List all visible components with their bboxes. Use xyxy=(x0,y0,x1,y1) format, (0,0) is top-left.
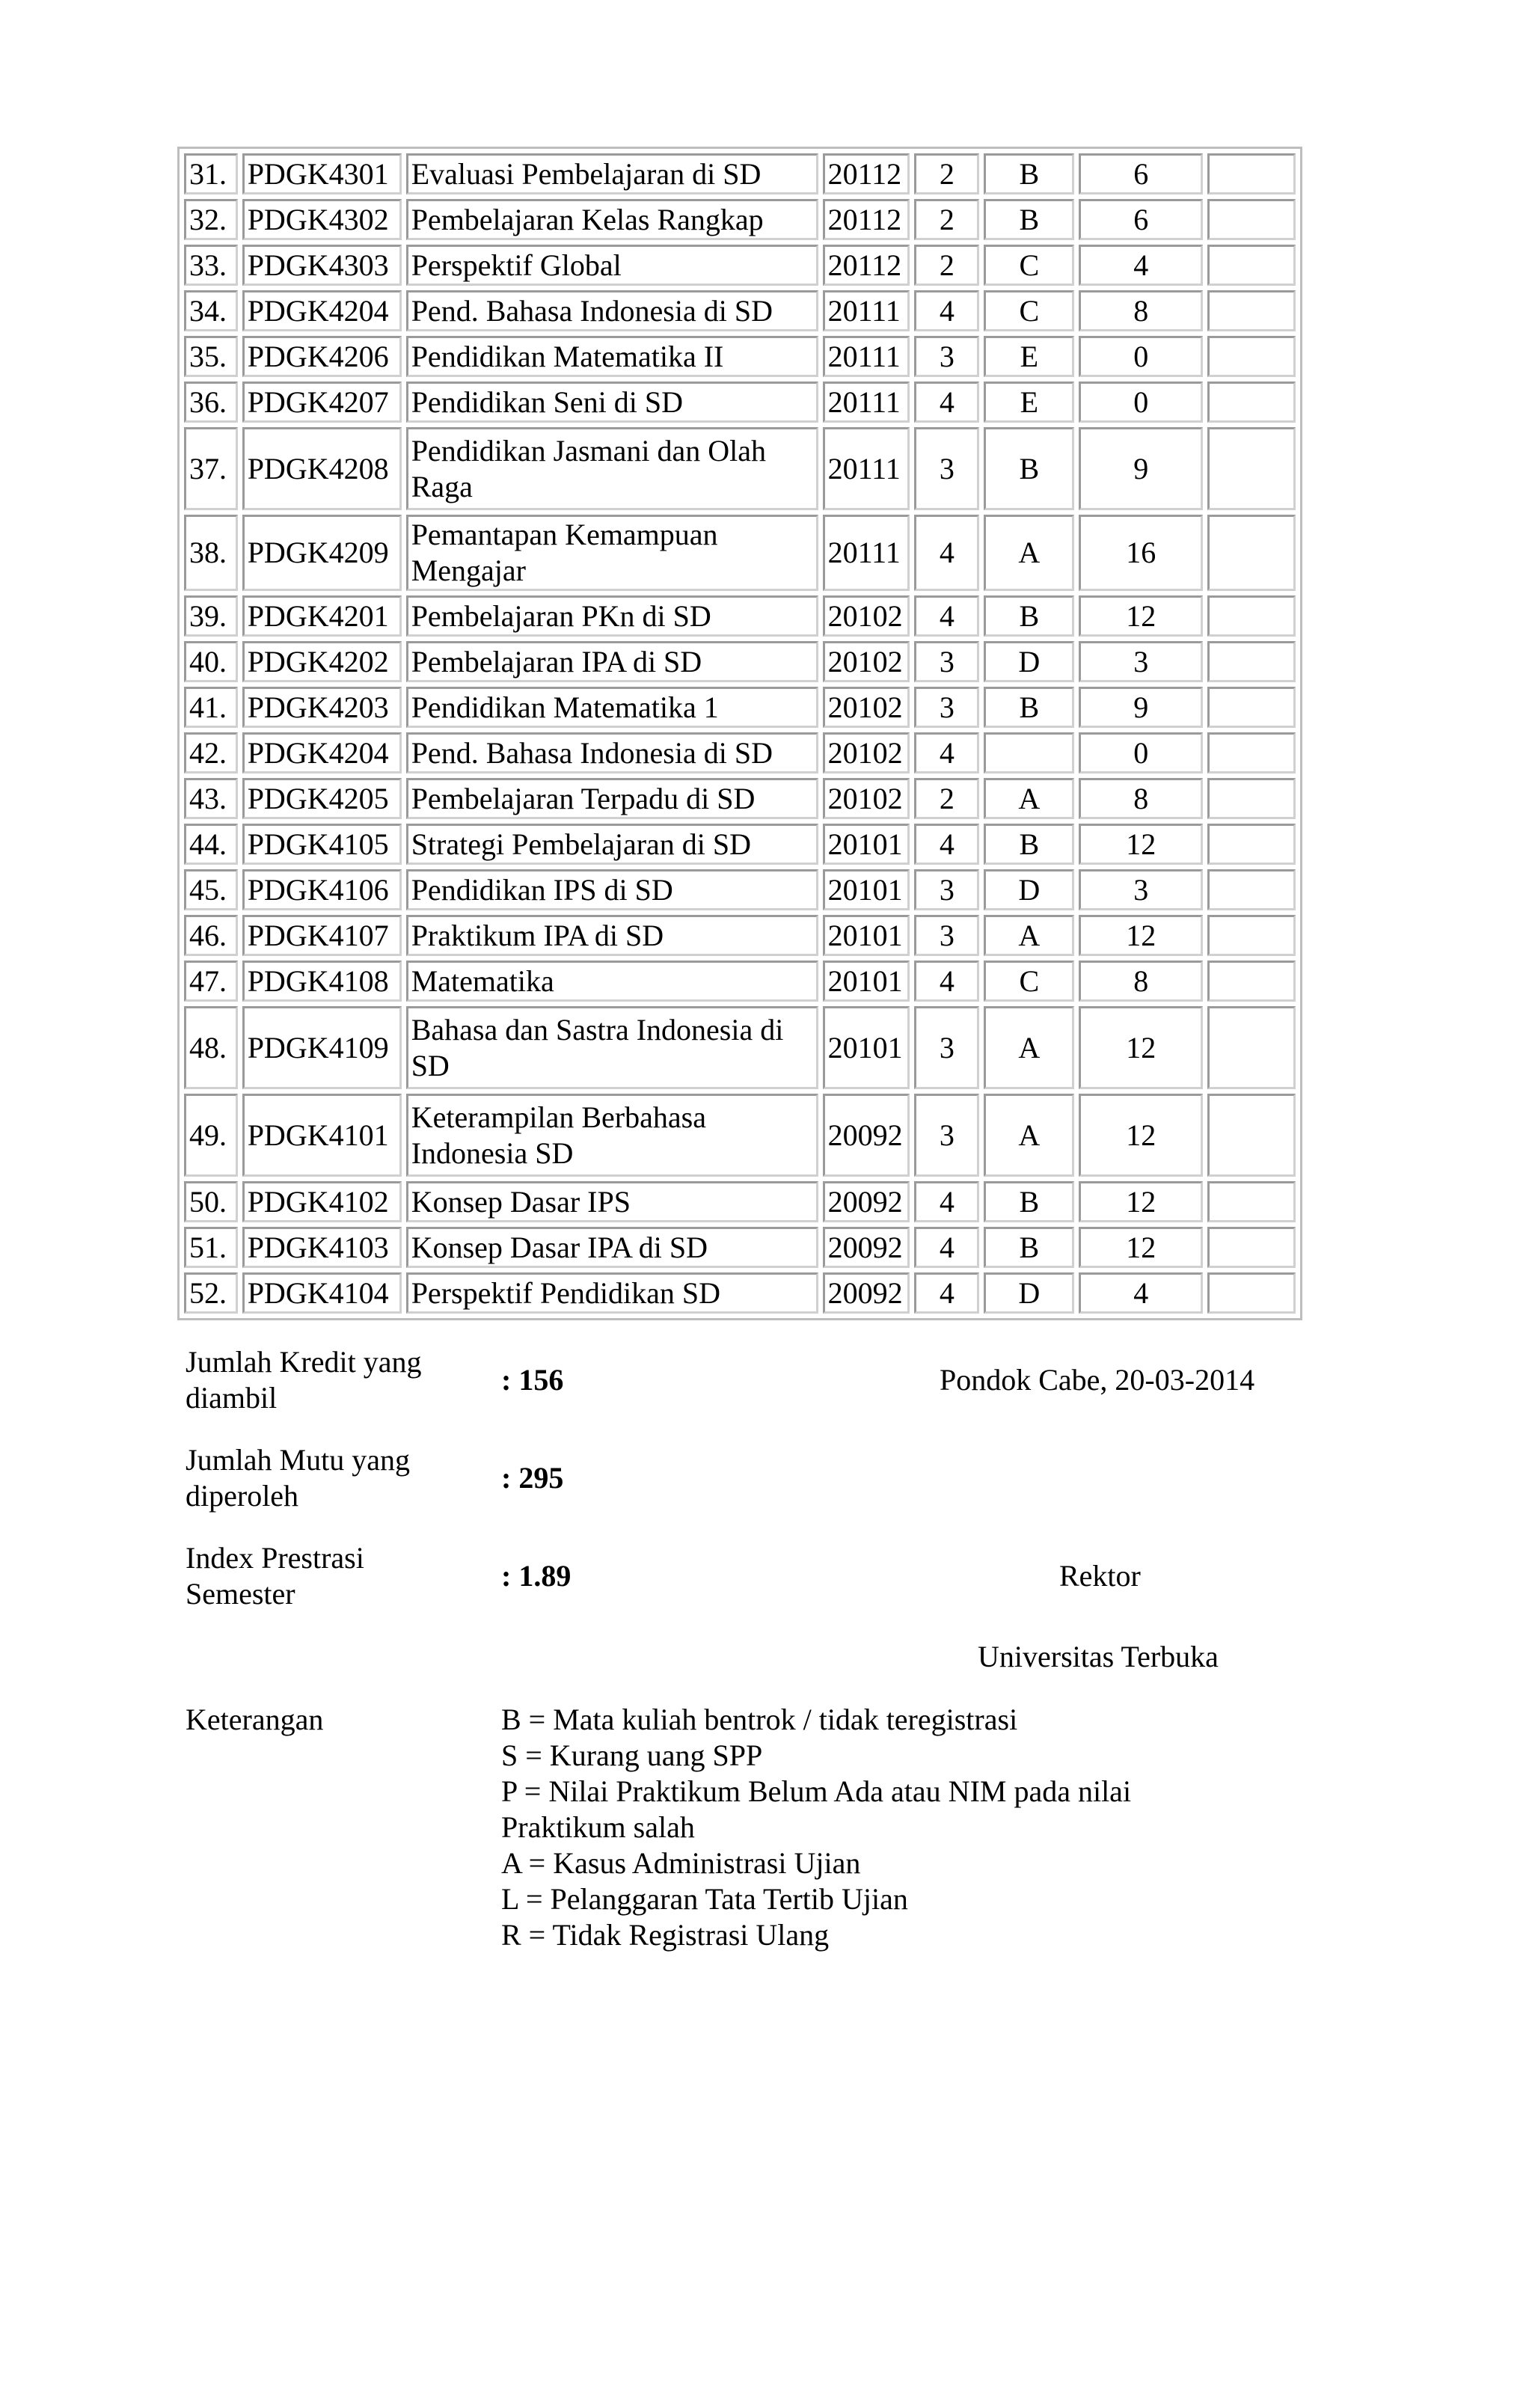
course-quality: 12 xyxy=(1079,1227,1203,1268)
row-number: 48. xyxy=(184,1006,238,1089)
course-credits: 3 xyxy=(914,1094,979,1177)
note-item: A = Kasus Administrasi Ujian xyxy=(501,1846,861,1880)
course-note xyxy=(1207,869,1296,910)
signature-title: Rektor xyxy=(1059,1559,1141,1593)
course-name: Praktikum IPA di SD xyxy=(406,915,818,956)
course-period: 20102 xyxy=(823,641,910,682)
course-quality: 12 xyxy=(1079,824,1203,865)
row-number: 50. xyxy=(184,1181,238,1222)
course-name: Perspektif Global xyxy=(406,245,818,286)
course-period: 20111 xyxy=(823,515,910,591)
table-row xyxy=(184,336,1296,377)
course-code: PDGK4109 xyxy=(242,1006,402,1089)
course-credits: 3 xyxy=(914,641,979,682)
course-period: 20092 xyxy=(823,1227,910,1268)
course-note xyxy=(1207,732,1296,773)
row-number: 51. xyxy=(184,1227,238,1268)
course-quality: 3 xyxy=(1079,641,1203,682)
course-name: Pembelajaran Kelas Rangkap xyxy=(406,199,818,240)
table-row xyxy=(184,245,1296,286)
course-grade: D xyxy=(984,869,1074,910)
course-grade: D xyxy=(984,641,1074,682)
quality-label: Jumlah Mutu yang diperoleh xyxy=(186,1443,410,1513)
table-row xyxy=(184,732,1296,773)
course-grade: B xyxy=(984,595,1074,637)
row-number: 40. xyxy=(184,641,238,682)
table-row xyxy=(184,641,1296,682)
course-note xyxy=(1207,336,1296,377)
table-row xyxy=(184,687,1296,728)
grade-table-body xyxy=(184,153,1296,1314)
course-note xyxy=(1207,915,1296,956)
quality-value: : 295 xyxy=(501,1461,564,1495)
row-number: 52. xyxy=(184,1272,238,1314)
table-row xyxy=(184,427,1296,510)
row-number: 43. xyxy=(184,778,238,819)
course-period: 20112 xyxy=(823,153,910,194)
course-credits: 2 xyxy=(914,199,979,240)
course-grade: B xyxy=(984,199,1074,240)
table-row xyxy=(184,915,1296,956)
course-period: 20102 xyxy=(823,687,910,728)
course-credits: 4 xyxy=(914,1181,979,1222)
course-credits: 4 xyxy=(914,732,979,773)
course-credits: 4 xyxy=(914,961,979,1002)
course-grade: B xyxy=(984,1181,1074,1222)
course-name: Konsep Dasar IPA di SD xyxy=(406,1227,818,1268)
course-name: Pemantapan Kemampuan Mengajar xyxy=(406,515,818,591)
course-period: 20102 xyxy=(823,732,910,773)
course-period: 20092 xyxy=(823,1181,910,1222)
course-code: PDGK4207 xyxy=(242,382,402,423)
course-code: PDGK4204 xyxy=(242,732,402,773)
course-code: PDGK4201 xyxy=(242,595,402,637)
course-quality: 4 xyxy=(1079,245,1203,286)
course-note xyxy=(1207,382,1296,423)
course-credits: 2 xyxy=(914,778,979,819)
table-row xyxy=(184,199,1296,240)
course-grade xyxy=(984,732,1074,773)
course-credits: 4 xyxy=(914,290,979,331)
course-period: 20111 xyxy=(823,382,910,423)
course-name: Bahasa dan Sastra Indonesia di SD xyxy=(406,1006,818,1089)
signature-institution: Universitas Terbuka xyxy=(978,1640,1219,1673)
course-credits: 3 xyxy=(914,336,979,377)
course-note xyxy=(1207,824,1296,865)
course-code: PDGK4205 xyxy=(242,778,402,819)
row-number: 47. xyxy=(184,961,238,1002)
course-quality: 12 xyxy=(1079,1094,1203,1177)
course-code: PDGK4106 xyxy=(242,869,402,910)
credits-value: : 156 xyxy=(501,1363,564,1397)
course-code: PDGK4202 xyxy=(242,641,402,682)
course-note xyxy=(1207,290,1296,331)
course-grade: B xyxy=(984,824,1074,865)
course-grade: E xyxy=(984,336,1074,377)
row-number: 37. xyxy=(184,427,238,510)
course-credits: 4 xyxy=(914,824,979,865)
course-note xyxy=(1207,1227,1296,1268)
course-quality: 12 xyxy=(1079,595,1203,637)
course-name: Pendidikan Matematika 1 xyxy=(406,687,818,728)
row-number: 42. xyxy=(184,732,238,773)
course-grade: D xyxy=(984,1272,1074,1314)
course-note xyxy=(1207,961,1296,1002)
course-grade: B xyxy=(984,687,1074,728)
course-name: Pendidikan Matematika II xyxy=(406,336,818,377)
course-grade: A xyxy=(984,778,1074,819)
row-number: 36. xyxy=(184,382,238,423)
course-quality: 0 xyxy=(1079,336,1203,377)
course-note xyxy=(1207,778,1296,819)
course-quality: 6 xyxy=(1079,199,1203,240)
course-credits: 4 xyxy=(914,515,979,591)
course-code: PDGK4206 xyxy=(242,336,402,377)
course-note xyxy=(1207,1094,1296,1177)
row-number: 31. xyxy=(184,153,238,194)
course-code: PDGK4107 xyxy=(242,915,402,956)
course-name: Evaluasi Pembelajaran di SD xyxy=(406,153,818,194)
table-row xyxy=(184,1227,1296,1268)
course-period: 20111 xyxy=(823,427,910,510)
course-note xyxy=(1207,199,1296,240)
course-period: 20111 xyxy=(823,290,910,331)
course-note xyxy=(1207,687,1296,728)
row-number: 32. xyxy=(184,199,238,240)
course-credits: 4 xyxy=(914,382,979,423)
course-quality: 16 xyxy=(1079,515,1203,591)
course-period: 20101 xyxy=(823,961,910,1002)
course-period: 20092 xyxy=(823,1094,910,1177)
row-number: 39. xyxy=(184,595,238,637)
table-row xyxy=(184,1181,1296,1222)
course-credits: 4 xyxy=(914,1227,979,1268)
course-credits: 4 xyxy=(914,1272,979,1314)
course-code: PDGK4204 xyxy=(242,290,402,331)
course-note xyxy=(1207,1006,1296,1089)
row-number: 34. xyxy=(184,290,238,331)
note-item: L = Pelanggaran Tata Tertib Ujian xyxy=(501,1882,908,1916)
gpa-label: Index Prestrasi Semester xyxy=(186,1541,364,1611)
table-row xyxy=(184,961,1296,1002)
course-name: Keterampilan Berbahasa Indonesia SD xyxy=(406,1094,818,1177)
course-name: Perspektif Pendidikan SD xyxy=(406,1272,818,1314)
course-period: 20101 xyxy=(823,1006,910,1089)
row-number: 44. xyxy=(184,824,238,865)
credits-label: Jumlah Kredit yang diambil xyxy=(186,1345,422,1415)
note-item: R = Tidak Registrasi Ulang xyxy=(501,1918,830,1952)
course-grade: B xyxy=(984,1227,1074,1268)
course-name: Pendidikan IPS di SD xyxy=(406,869,818,910)
course-quality: 12 xyxy=(1079,1006,1203,1089)
place-date: Pondok Cabe, 20-03-2014 xyxy=(940,1363,1255,1397)
table-row xyxy=(184,778,1296,819)
course-code: PDGK4203 xyxy=(242,687,402,728)
course-quality: 12 xyxy=(1079,915,1203,956)
course-quality: 8 xyxy=(1079,778,1203,819)
course-grade: B xyxy=(984,427,1074,510)
row-number: 49. xyxy=(184,1094,238,1177)
course-note xyxy=(1207,1272,1296,1314)
course-grade: E xyxy=(984,382,1074,423)
course-quality: 12 xyxy=(1079,1181,1203,1222)
course-credits: 3 xyxy=(914,1006,979,1089)
row-number: 33. xyxy=(184,245,238,286)
table-row xyxy=(184,382,1296,423)
course-note xyxy=(1207,515,1296,591)
course-note xyxy=(1207,1181,1296,1222)
course-period: 20112 xyxy=(823,245,910,286)
course-name: Pendidikan Seni di SD xyxy=(406,382,818,423)
course-quality: 4 xyxy=(1079,1272,1203,1314)
row-number: 45. xyxy=(184,869,238,910)
course-grade: C xyxy=(984,961,1074,1002)
course-quality: 6 xyxy=(1079,153,1203,194)
table-row xyxy=(184,824,1296,865)
course-credits: 2 xyxy=(914,245,979,286)
course-period: 20092 xyxy=(823,1272,910,1314)
course-name: Pendidikan Jasmani dan Olah Raga xyxy=(406,427,818,510)
course-period: 20101 xyxy=(823,869,910,910)
table-row xyxy=(184,515,1296,591)
table-row xyxy=(184,595,1296,637)
course-credits: 3 xyxy=(914,869,979,910)
course-credits: 3 xyxy=(914,687,979,728)
course-quality: 0 xyxy=(1079,732,1203,773)
course-name: Pend. Bahasa Indonesia di SD xyxy=(406,290,818,331)
notes-label: Keterangan xyxy=(186,1703,324,1736)
course-quality: 8 xyxy=(1079,961,1203,1002)
course-credits: 4 xyxy=(914,595,979,637)
course-period: 20101 xyxy=(823,824,910,865)
course-name: Matematika xyxy=(406,961,818,1002)
course-quality: 8 xyxy=(1079,290,1203,331)
grade-table xyxy=(177,147,1302,1320)
course-grade: A xyxy=(984,1094,1074,1177)
course-note xyxy=(1207,641,1296,682)
course-name: Strategi Pembelajaran di SD xyxy=(406,824,818,865)
course-name: Pembelajaran PKn di SD xyxy=(406,595,818,637)
table-row xyxy=(184,1006,1296,1089)
course-grade: A xyxy=(984,1006,1074,1089)
course-code: PDGK4209 xyxy=(242,515,402,591)
course-code: PDGK4208 xyxy=(242,427,402,510)
course-grade: B xyxy=(984,153,1074,194)
table-row xyxy=(184,153,1296,194)
course-quality: 0 xyxy=(1079,382,1203,423)
course-note xyxy=(1207,595,1296,637)
table-row xyxy=(184,290,1296,331)
course-credits: 3 xyxy=(914,915,979,956)
course-code: PDGK4105 xyxy=(242,824,402,865)
table-row xyxy=(184,1094,1296,1177)
course-code: PDGK4103 xyxy=(242,1227,402,1268)
table-row xyxy=(184,869,1296,910)
notes-list xyxy=(501,1702,1174,1953)
course-period: 20112 xyxy=(823,199,910,240)
course-grade: A xyxy=(984,915,1074,956)
course-name: Pembelajaran IPA di SD xyxy=(406,641,818,682)
course-grade: A xyxy=(984,515,1074,591)
course-code: PDGK4108 xyxy=(242,961,402,1002)
row-number: 38. xyxy=(184,515,238,591)
note-item: S = Kurang uang SPP xyxy=(501,1738,763,1772)
row-number: 35. xyxy=(184,336,238,377)
course-period: 20102 xyxy=(823,778,910,819)
course-code: PDGK4302 xyxy=(242,199,402,240)
course-note xyxy=(1207,245,1296,286)
note-item: B = Mata kuliah bentrok / tidak teregistrasi xyxy=(501,1703,1018,1736)
course-period: 20101 xyxy=(823,915,910,956)
row-number: 46. xyxy=(184,915,238,956)
course-note xyxy=(1207,153,1296,194)
course-code: PDGK4301 xyxy=(242,153,402,194)
course-quality: 3 xyxy=(1079,869,1203,910)
course-name: Konsep Dasar IPS xyxy=(406,1181,818,1222)
course-quality: 9 xyxy=(1079,427,1203,510)
course-code: PDGK4101 xyxy=(242,1094,402,1177)
row-number: 41. xyxy=(184,687,238,728)
course-name: Pembelajaran Terpadu di SD xyxy=(406,778,818,819)
course-period: 20102 xyxy=(823,595,910,637)
course-code: PDGK4104 xyxy=(242,1272,402,1314)
course-code: PDGK4303 xyxy=(242,245,402,286)
course-code: PDGK4102 xyxy=(242,1181,402,1222)
course-grade: C xyxy=(984,290,1074,331)
course-grade: C xyxy=(984,245,1074,286)
course-name: Pend. Bahasa Indonesia di SD xyxy=(406,732,818,773)
course-credits: 3 xyxy=(914,427,979,510)
gpa-value: : 1.89 xyxy=(501,1559,572,1593)
course-quality: 9 xyxy=(1079,687,1203,728)
course-period: 20111 xyxy=(823,336,910,377)
table-row xyxy=(184,1272,1296,1314)
course-credits: 2 xyxy=(914,153,979,194)
course-note xyxy=(1207,427,1296,510)
note-item: P = Nilai Praktikum Belum Ada atau NIM pada nilai Praktikum salah xyxy=(501,1774,1132,1844)
